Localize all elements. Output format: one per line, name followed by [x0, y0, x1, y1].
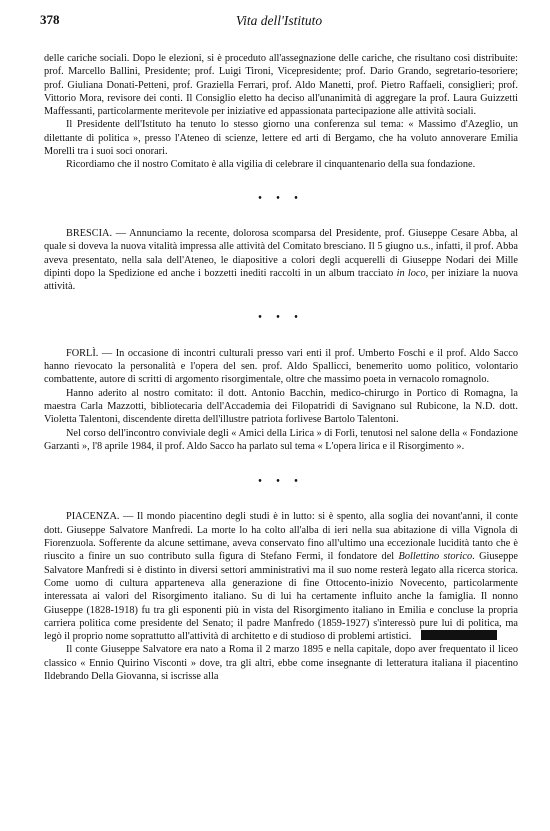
paragraph: Hanno aderito al nostro comitato: il dott. Antonio Bacchin, medico-chirurgo in Portico di Romagna, la maestra Carla Mazzotti, bibliotecaria dell'Accademia dei Filopatridi di Savignano sul Rubicone, la N.D. dott. Violetta Talentoni, discendente diretta dell'illustre patriota forlivese Bartolo Talentoni.	[44, 387, 518, 426]
text-run: PIACENZA. — Il mondo piacentino degli studi è in lutto: si è spento, alla soglia dei novant'anni, il conte dott. Giuseppe Salvatore Manfredi. La morte lo ha colto all'alba di ieri nella sua abitazione di villa Vignola di Fiorenzuola. Sofferente da alcune settimane, aveva conservato fino all'ultimo una eccezionale lucidità tanto che è riuscito a finire un suo contributo sulla figura di Stefano Fermi, il fondatore del	[44, 511, 518, 563]
section-separator: • • •	[258, 476, 304, 488]
paragraph: Ricordiamo che il nostro Comitato è alla vigilia di celebrare il cinquantenario della sua fondazione.	[66, 159, 476, 171]
redaction-mark	[421, 630, 497, 640]
page-header	[40, 12, 518, 32]
running-title: Vita dell'Istituto	[235, 13, 323, 28]
paragraph: delle cariche sociali. Dopo le elezioni, si è proceduto all'assegnazione delle cariche, che risultano così distribuite: prof. Marcello Ballini, Presidente; prof. Luigi Tironi, Vicepresidente; prof. Dario Grando, segretario-tesoriere; prof. Giuliana Donati-Petteni, prof. Graziella Ferrari, prof. Aldo Manetti, prof. Pietro Raffaeli, consiglieri; prof. Vittorio Mora, revisore dei conti. Il Consiglio eletto ha deciso all'unanimità di aggregare la prof. Laura Guizzetti Maffessanti, particolarmente meritevole per iniziative ed appassionata partecipazione alle attività sociali.	[44, 53, 518, 118]
page-body	[44, 52, 518, 683]
paragraph-piacenza	[44, 510, 518, 643]
paragraph: Il Presidente dell'Istituto ha tenuto lo stesso giorno una conferenza sul tema: « Massimo d'Azeglio, un dilettante di politica », presso l'Ateneo di scienze, lettere ed arti di Bergamo, che ha voluto annoverare Emilia Morelli tra i suoi soci onorari.	[44, 119, 518, 158]
italic-text: Bollettino storico	[398, 551, 473, 563]
paragraph-forli: FORLÌ. — In occasione di incontri culturali presso vari enti il prof. Umberto Foschi e il prof. Aldo Sacco hanno rievocato la personalità e l'opera del sen. prof. Aldo Spallicci, benemerito uomo politico, volontario combattente, autore di scritti di argomento risorgimentale, oltre che massimo poeta in vernacolo romagnolo.	[44, 347, 518, 386]
text-run: BRESCIA. — Annunciamo la recente, dolorosa scomparsa del Presidente, prof. Giuseppe Cesare Abba, al quale si doveva la nuova vitalità impressa alle attività del Comitato bresciano. Il 5 giugno u.s., infatti, il prof. Abba aveva presentato, nella sala dell'Ateneo, le diapositive a colori degli acquerelli di Giuseppe Nodari dei Mille dipinti dopo la Spedizione ed anche i bozzetti inediti raccolti in un album tracciato	[44, 227, 518, 279]
paragraph-brescia	[44, 227, 518, 293]
paragraph: Nel corso dell'incontro conviviale degli « Amici della Lirica » di Forlì, tenutosi nel salone della « Fondazione Garzanti », l'8 aprile 1984, il prof. Aldo Sacco ha parlato sul tema « L'opera lirica e il Risorgimento ».	[44, 427, 518, 452]
text-run: . Giuseppe Salvatore Manfredi si è distinto in diversi settori amministrativi ma il suo nome resterà legato alla ricerca storica. Come uomo di cultura apparteneva alla generazione di fine Ottocento-inizio Novecento, particolarmente interessata ai valori del Risorgimento italiano. Su di lui ha certamente influito anche la famiglia. Il nonno Giuseppe (1828-1918) fu tra gli esponenti più in vista del Risorgimento italiano in Emilia e concluse la propria carriera politica come presidente del Senato; il padre Manfredo (1859-1927) s'interessò pure lui di politica, ma legò il proprio nome soprattutto all'attività di architetto e di studioso di problemi artistici.	[44, 551, 518, 643]
page-number: 378	[40, 12, 60, 27]
section-separator: • • •	[258, 312, 304, 324]
paragraph: Il conte Giuseppe Salvatore era nato a Roma il 2 marzo 1895 e nella capitale, dopo aver frequentato il liceo classico « Ennio Quirino Visconti » dove, tra gli altri, ebbe come insegnante di letteratura italiana il piacentino Ildebrando Della Giovanna, si iscrisse alla	[44, 644, 518, 682]
italic-text: in loco	[396, 267, 426, 279]
section-separator: • • •	[258, 192, 304, 204]
text-run: , per iniziare la nuova attività.	[44, 267, 518, 293]
